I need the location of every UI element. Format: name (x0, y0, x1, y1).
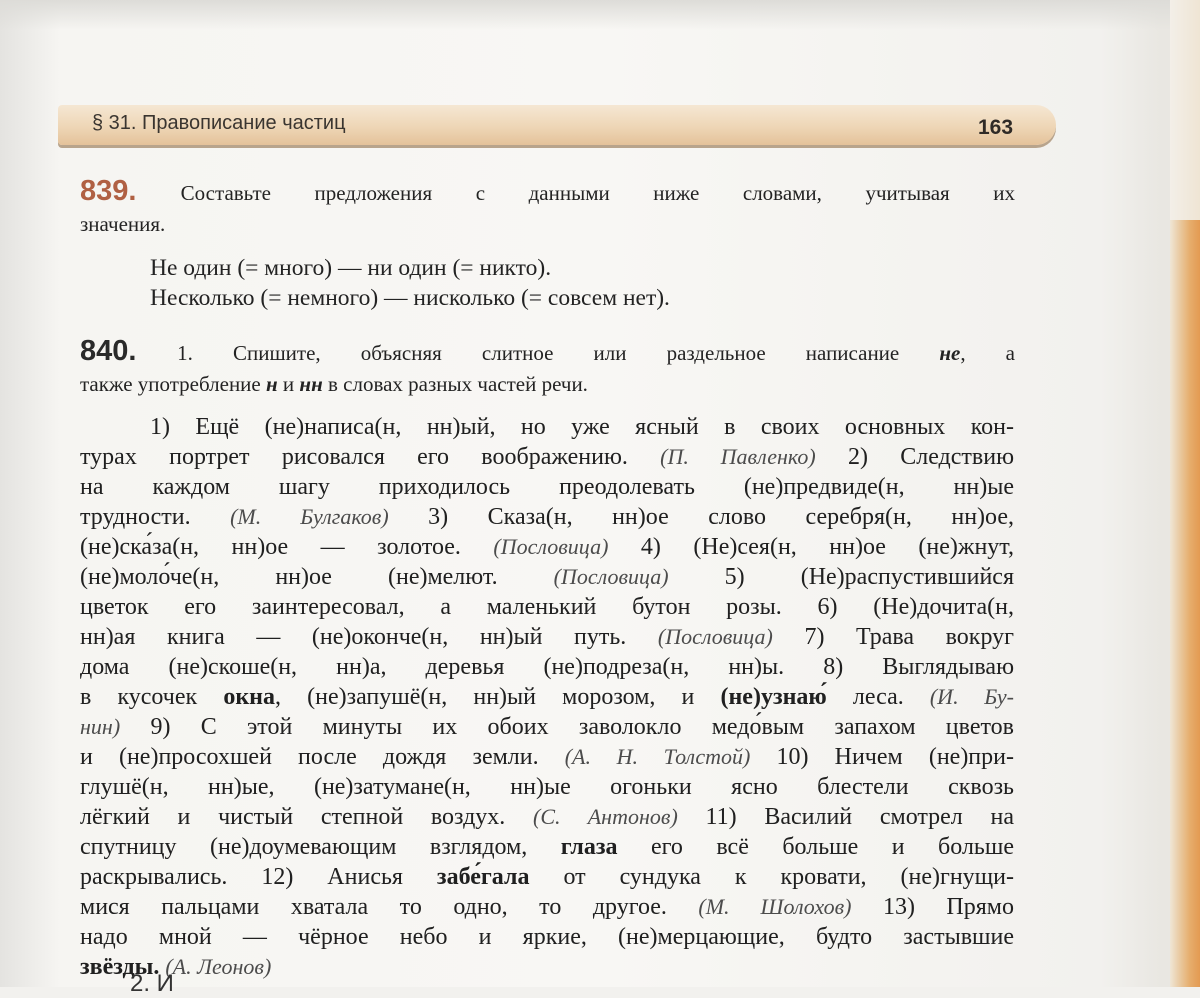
text-segment: , (не)запушё(н, нн)ый морозом, и (274, 684, 721, 710)
text-segment: лёгкий и чистый степной воздух. (80, 804, 534, 830)
text-segment: надо мной — чёрное небо и яркие, (не)мерцающие, будто застывшие (80, 924, 1014, 950)
text-segment: 5) (Не)распустившийся (668, 564, 1014, 590)
bold-word: звёзды. (80, 954, 160, 980)
exercise-839-task (80, 176, 1015, 240)
section-title: § 31. Правописание частиц (92, 112, 346, 134)
source-attribution: (М. Шолохов) (698, 894, 852, 919)
exercise-number-839: 839. (80, 175, 137, 207)
task-840-l2d: нн (299, 372, 323, 396)
task-840-l1c: , а (960, 341, 1015, 365)
page-number: 163 (978, 116, 1014, 139)
text-segment: нн)ая книга — (не)оконче(н, нн)ый путь. (80, 624, 658, 650)
text-line (80, 802, 1014, 832)
exercise-840-sentences (80, 412, 1014, 982)
text-line (80, 442, 1014, 472)
text-line (80, 742, 1014, 772)
bold-word: окна (223, 684, 275, 710)
source-attribution: (А. Н. Толстой) (564, 744, 751, 769)
top-shadow (0, 0, 1200, 30)
source-attribution: (А. Леонов) (165, 954, 272, 979)
text-segment: на каждом шагу приходилось преодолевать (не)предвиде(н, нн)ые (80, 474, 1014, 500)
text-segment: 2) Следствию (815, 444, 1015, 470)
text-segment: в кусочек (80, 684, 224, 710)
text-line (80, 592, 1014, 622)
source-attribution: (Пословица) (493, 534, 609, 559)
task-840-l2c: и (277, 372, 300, 396)
bold-word: глаза (560, 834, 618, 860)
text-segment: 4) (Не)сея(н, нн)ое (не)жнут, (608, 534, 1014, 560)
text-segment: цветок его заинтересовал, а маленький бутон розы. 6) (Не)дочита(н, (80, 594, 1014, 620)
task-840-l2b: н (266, 372, 278, 396)
text-segment: 7) Трава вокруг (772, 624, 1014, 650)
task-840-l2a: также употребление (80, 372, 266, 396)
text-segment: глушё(н, нн)ые, (не)затумане(н, нн)ые огоньки ясно блестели сквозь (80, 774, 1014, 800)
text-segment: 3) Сказа(н, нн)ое слово серебря(н, нн)ое, (388, 504, 1014, 530)
source-attribution: (Пословица) (553, 564, 669, 589)
task-840-l1b: не (939, 341, 961, 365)
exercise-number-840: 840. (80, 335, 137, 367)
text-segment: мися пальцами хватала то одно, то другое. (80, 894, 699, 920)
text-segment: и (не)просохшей после дождя земли. (80, 744, 565, 770)
text-segment: 13) Прямо (851, 894, 1014, 920)
exercise-839-task-line2: значения. (80, 212, 166, 236)
source-attribution: (П. Павленко) (660, 444, 816, 469)
task-840-l2e: в словах разных частей речи. (322, 372, 588, 396)
bold-word: (не)узнаю́ (720, 684, 827, 710)
text-segment: 10) Ничем (не)при- (750, 744, 1014, 770)
source-attribution: (Пословица) (657, 624, 773, 649)
text-line (80, 952, 1014, 982)
cut-off-next-task: 2. И (130, 970, 174, 997)
bold-word: забе́гала (436, 864, 530, 890)
task-840-l1a: 1. Спишите, объясняя слитное или раздельное написание (177, 341, 940, 365)
text-segment: (не)ска́за(н, нн)ое — золотое. (80, 534, 494, 560)
exercise-839-task-line1: Составьте предложения с данными ниже словами, учитывая их (180, 181, 1016, 205)
text-segment: от сундука к кровати, (не)гнущи- (529, 864, 1014, 890)
text-line (80, 472, 1014, 502)
exercise-839-example-1: Не один (= много) — ни один (= никто). (150, 255, 552, 281)
text-segment: трудности. (80, 504, 231, 530)
text-line (80, 772, 1014, 802)
text-line (80, 562, 1014, 592)
source-attribution: (С. Антонов) (533, 804, 678, 829)
text-segment: дома (не)скоше(н, нн)а, деревья (не)подреза(н, нн)ы. 8) Выглядываю (80, 654, 1014, 680)
text-segment: раскрывались. 12) Анисья (80, 864, 437, 890)
text-line (80, 682, 1014, 712)
text-segment: его всё больше и больше (617, 834, 1015, 860)
text-line (80, 412, 1014, 442)
text-segment: спутницу (не)доумевающим взглядом, (80, 834, 561, 860)
page-edge-top (1170, 0, 1200, 220)
text-line (80, 652, 1014, 682)
text-line (80, 832, 1014, 862)
text-line (80, 532, 1014, 562)
text-line (80, 922, 1014, 952)
text-segment: леса. (826, 684, 930, 710)
text-line (80, 622, 1014, 652)
source-attribution: (М. Булгаков) (230, 504, 389, 529)
text-segment: 9) С этой минуты их обоих заволокло медо́вым запахом цветов (120, 714, 1014, 740)
text-line (80, 892, 1014, 922)
text-segment: (не)моло́че(н, нн)ое (не)мелют. (80, 564, 554, 590)
page-edge-orange (1170, 0, 1200, 987)
source-attribution: (И. Бу- (929, 684, 1015, 709)
text-line (80, 712, 1014, 742)
source-attribution: нин) (80, 714, 121, 739)
exercise-840-task (80, 336, 1015, 400)
text-line (80, 502, 1014, 532)
text-line (80, 862, 1014, 892)
text-segment: турах портрет рисовался его воображению. (80, 444, 661, 470)
text-segment: 1) Ещё (не)написа(н, нн)ый, но уже ясный в своих основных кон- (150, 414, 1014, 440)
text-segment: 11) Василий смотрел на (677, 804, 1015, 830)
exercise-839-example-2: Несколько (= немного) — нисколько (= совсем нет). (150, 285, 670, 311)
